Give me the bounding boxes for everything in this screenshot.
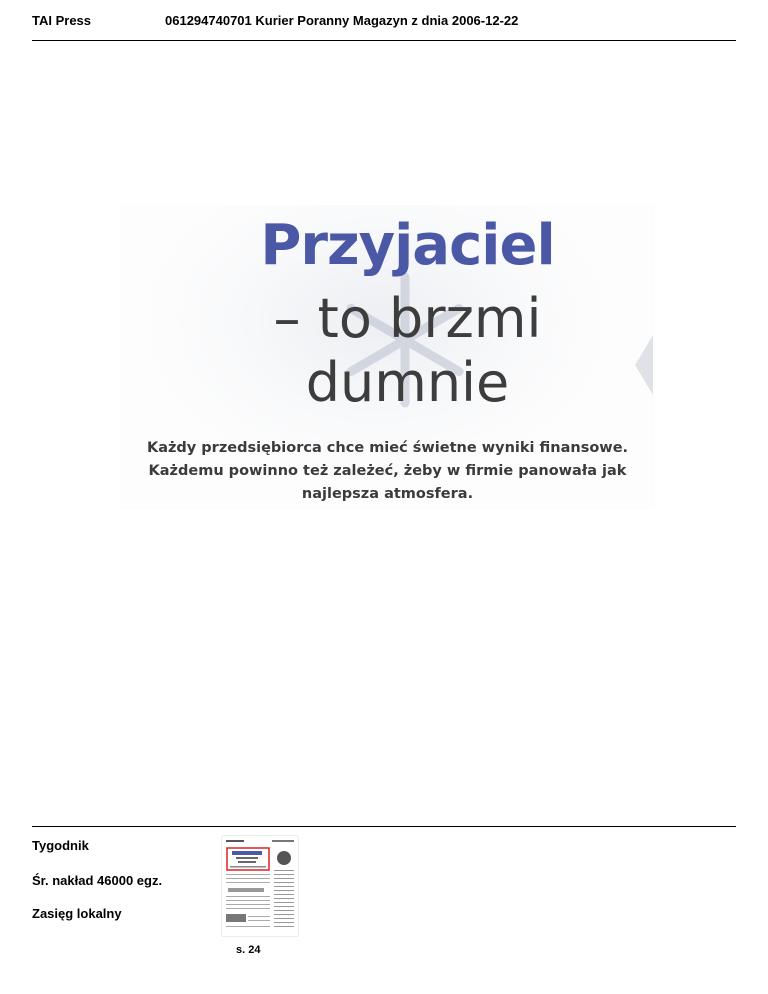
page-thumbnail-icon [222, 836, 298, 936]
header-source: TAI Press [32, 13, 92, 28]
publication-frequency: Tygodnik [32, 838, 89, 853]
article-title-line-3: dumnie [305, 351, 510, 414]
page-number: s. 24 [236, 944, 261, 956]
article-clipping [120, 205, 655, 510]
article-lead: Każdy przedsiębiorca chce mieć świetne wyniki finansowe. Każdemu powinno też zależeć, żeby w firmie panowała jak najlepsza atmosfera. [146, 440, 629, 502]
circulation-info: Śr. nakład 46000 egz. [32, 873, 163, 888]
article-title-line-1: Przyjaciel [260, 213, 555, 278]
header-rule [32, 40, 736, 41]
article-title-line-2: – to brzmi [273, 287, 542, 350]
header-reference: 061294740701 Kurier Poranny Magazyn z dnia 2006-12-22 [165, 13, 519, 28]
distribution-range: Zasięg lokalny [32, 906, 122, 921]
footer-rule [32, 826, 736, 827]
